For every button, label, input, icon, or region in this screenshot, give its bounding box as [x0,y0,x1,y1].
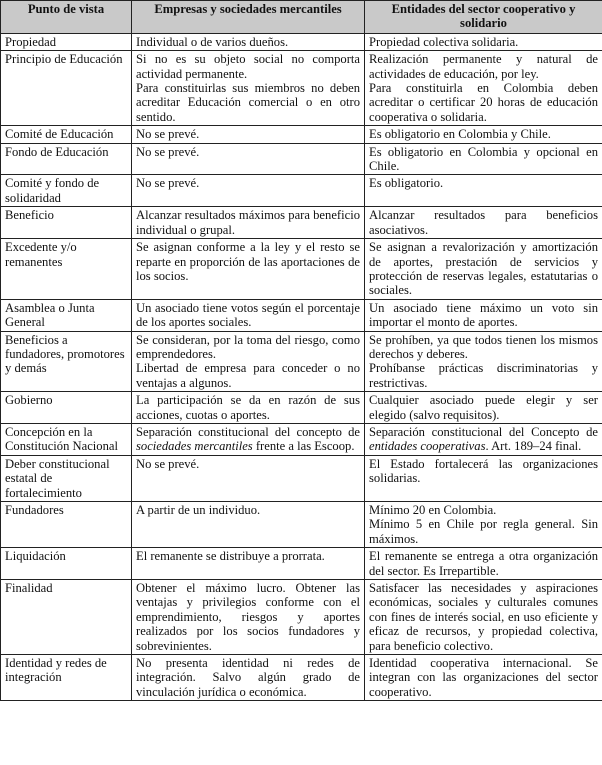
cell-text: Un asociado tiene votos según el porcentaje de los aportes sociales. [136,300,360,330]
cell-text: Mínimo 20 en Colombia. [369,503,497,517]
cell-text: Libertad de empresa para conceder o no ventajas a algunos. [136,361,360,390]
coop-cell [365,455,602,501]
row-label: Identidad y redes de integración [1,655,132,701]
table-row [1,33,602,50]
cell-text: Se prohíben, ya que todos tienen los mismos derechos y deberes. [369,332,598,361]
row-label: Principio de Educación [1,51,132,126]
cell-text: No presenta identidad ni redes de integración. Salvo algún grado de vinculación jurídica o económica. [136,656,360,699]
row-label: Asamblea o Junta General [1,299,132,331]
cell-text: Propiedad colectiva solidaria. [369,34,519,49]
cell-text: No se prevé. [136,176,200,191]
company-cell [132,33,365,50]
cell-text: Es obligatorio en Colombia y opcional en Chile. [369,144,598,174]
row-label: Excedente y/o remanentes [1,239,132,300]
row-label: Propiedad [1,33,132,50]
table-row [1,239,602,300]
header-companies: Empresas y sociedades mercantiles [132,1,365,34]
row-label: Gobierno [1,392,132,424]
cell-text: La participación se da en razón de sus acciones, cuotas o aportes. [136,393,360,422]
coop-cell [365,655,602,701]
header-cooperatives: Entidades del sector cooperativo y solidario [365,1,602,34]
table-row [1,126,602,143]
text-fragment: . Art. 189–24 final. [485,439,582,454]
coop-cell [365,51,602,126]
coop-cell [365,143,602,175]
company-cell [132,455,365,501]
cell-text: No se prevé. [136,456,200,471]
cell-text [136,425,360,454]
company-cell [132,580,365,655]
company-cell [132,392,365,424]
table-row [1,299,602,331]
header-point-of-view: Punto de vista [1,1,132,34]
cell-text: Realización permanente y natural de actividades de educación, por ley. [369,52,598,81]
company-cell [132,548,365,580]
cell-text: Se consideran, por la toma del riesgo, como emprendedores. [136,332,360,361]
coop-cell [365,207,602,239]
company-cell [132,175,365,207]
cell-text: El Estado fortalecerá las organizaciones solidarias. [369,456,598,486]
table-row [1,455,602,501]
coop-cell [365,175,602,207]
company-cell [132,655,365,701]
table-row [1,655,602,701]
cell-text: Un asociado tiene máximo un voto sin importar el monto de aportes. [369,300,598,330]
cell-text: Satisfacer las necesidades y aspiraciones económicas, sociales y culturales comunes con fines de interés social, en uso eficiente y eficaz de recursos, y propiedad colectiva, para beneficio colectivo. [369,581,598,653]
cell-text: No se prevé. [136,127,200,142]
header-row [1,1,602,34]
cell-text: No se prevé. [136,144,200,159]
table-row [1,423,602,455]
cell-text: Cualquier asociado puede elegir y ser elegido (salvo requisitos). [369,393,598,422]
coop-cell [365,423,602,455]
coop-cell [365,392,602,424]
table-row [1,548,602,580]
row-label: Comité de Educación [1,126,132,143]
table-row [1,143,602,175]
company-cell [132,299,365,331]
cell-text: Se asignan a revalorización y amortización de aportes, prestación de servicios y protección de reservas legales, estatutarias o sociales. [369,240,598,298]
cell-text: Mínimo 5 en Chile por regla general. Sin máximos. [369,517,598,546]
row-label: Concepción en la Constitución Nacional [1,423,132,455]
cell-text: El remanente se distribuye a prorrata. [136,549,325,564]
row-label: Fundadores [1,502,132,548]
table-row [1,175,602,207]
coop-cell [365,331,602,392]
coop-cell [365,502,602,548]
coop-cell [365,33,602,50]
cell-text: Alcanzar resultados para beneficios asociativos. [369,208,598,237]
row-label: Fondo de Educación [1,143,132,175]
table-row [1,331,602,392]
text-fragment: Separación constitucional del Concepto de [369,424,598,439]
italic-term: entidades cooperativas [369,439,486,454]
cell-text: El remanente se entrega a otra organización del sector. Es Irrepartible. [369,549,598,578]
coop-cell [365,299,602,331]
cell-text: A partir de un individuo. [136,503,261,517]
company-cell [132,143,365,175]
cell-text: Identidad cooperativa internacional. Se integran con las organizaciones del sector cooperativo. [369,656,598,699]
row-label: Beneficio [1,207,132,239]
table-row [1,207,602,239]
table-row [1,392,602,424]
cell-text: Para constituirlas sus miembros no deben acreditar Educación comercial o en otro sentido. [136,81,360,124]
coop-cell [365,580,602,655]
row-label: Deber constitucional estatal de fortalecimiento [1,455,132,501]
company-cell [132,126,365,143]
company-cell [132,51,365,126]
company-cell [132,331,365,392]
row-label: Finalidad [1,580,132,655]
cell-text: Es obligatorio. [369,176,444,191]
company-cell [132,423,365,455]
table-row [1,51,602,126]
cell-text: Individual o de varios dueños. [136,34,289,49]
row-label: Liquidación [1,548,132,580]
cell-text: Es obligatorio en Colombia y Chile. [369,127,551,142]
coop-cell [365,548,602,580]
company-cell [132,207,365,239]
cell-text [369,425,598,454]
cell-text: Prohíbanse prácticas discriminatorias y restrictivas. [369,361,598,390]
row-label: Comité y fondo de solidaridad [1,175,132,207]
cell-text: Si no es su objeto social no comporta actividad permanente. [136,52,360,81]
company-cell [132,502,365,548]
company-cell [132,239,365,300]
cell-text: Se asignan conforme a la ley y el resto se reparte en proporción de las aportaciones de los socios. [136,240,360,283]
italic-term: sociedades mercantiles [136,439,253,454]
text-fragment: frente a las Escoop. [252,439,355,454]
cell-text: Alcanzar resultados máximos para beneficio individual o grupal. [136,208,360,237]
cell-text: Obtener el máximo lucro. Obtener las ventajas y privilegios conforme con el emprendimiento, riesgos y aportes realizados por los socios fundadores y sobrevinientes. [136,581,360,653]
coop-cell [365,239,602,300]
table-row [1,502,602,548]
cell-text: Para constituirla en Colombia deben acreditar o certificar 20 horas de educación cooperativa o solidaria. [369,81,598,124]
table-row [1,580,602,655]
coop-cell [365,126,602,143]
text-fragment: Separación constitucional del concepto de [136,424,360,439]
row-label: Beneficios a fundadores, promotores y demás [1,331,132,392]
